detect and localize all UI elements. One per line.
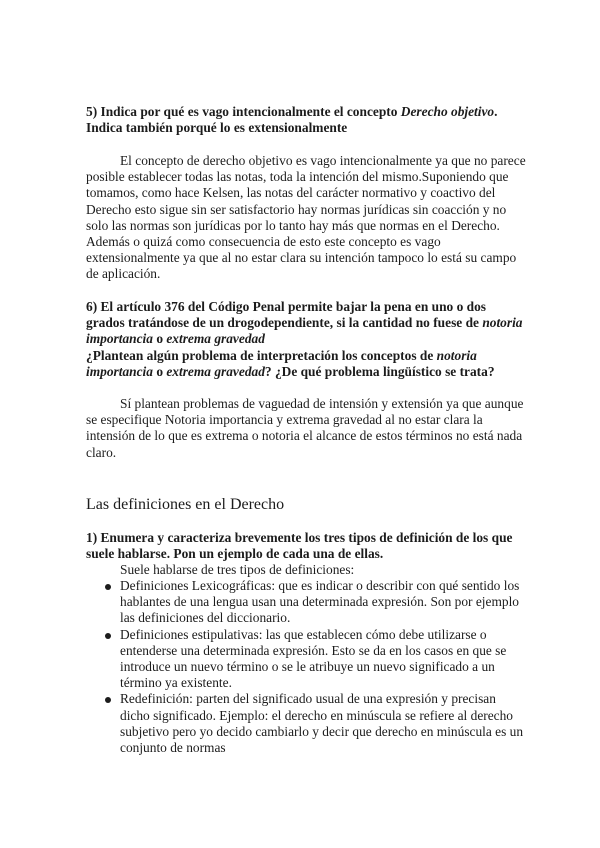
list-item: [86, 627, 526, 692]
list-item-text: Definiciones estipulativas: las que establecen cómo debe utilizarse o entenderse una determinada expresión. Esto se da en los casos en que se introduce un nuevo término o se le atribuye un nuevo significado a un término ya existente.: [120, 626, 507, 691]
question-5-text: 5) Indica por qué es vago intencionalmente el concepto: [86, 104, 401, 119]
question-6-conj-2: o: [152, 363, 167, 379]
question-6-conj: o: [152, 331, 167, 347]
answer-1-intro: Suele hablarse de tres tipos de definiciones:: [120, 562, 355, 577]
question-1: 1) Enumera y caracteriza brevemente los tres tipos de definición de los que suele hablarse. Pon un ejemplo de cada una de ellas.: [86, 530, 513, 562]
question-5: [86, 104, 526, 136]
bullet-icon: [105, 584, 111, 590]
question-6-text: 6) El artículo 376 del Código Penal permite bajar la pena en uno o dos grados tratándose de un drogodependiente, si la cantidad no fuese de: [86, 299, 486, 331]
question-5-text-end: . Indica también porqué lo es extensionalmente: [86, 104, 498, 136]
list-item: [86, 691, 526, 756]
question-6-term-4: extrema gravedad: [166, 363, 265, 379]
question-6-term-2: extrema gravedad: [166, 331, 265, 347]
list-item-text: Redefinición: parten del significado usual de una expresión y precisan dicho significado. Ejemplo: el derecho en minúscula se refiere al derecho subjetivo pero yo decido cambiarlo y decir que derecho en minúscula es un conjunto de normas: [120, 691, 524, 756]
bullet-icon: [105, 633, 111, 639]
section-title: Las definiciones en el Derecho: [86, 496, 285, 513]
question-6: [86, 299, 526, 380]
question-5-term: Derecho objetivo: [400, 104, 495, 119]
answer-5: El concepto de derecho objetivo es vago intencionalmente ya que no parece posible establecer todas las notas, toda la intención del mismo.Suponiendo que tomamos, como hace Kelsen, las notas del carácter normativo y coactivo del Derecho esto sigue sin ser satisfactorio hay normas jurídicas sin coacción y no solo las normas son jurídicas por lo tanto hay más que normas en el Derecho. Además o quizá como consecuencia de esto este concepto es vago extensionalmente ya que al no estar clara su intención tampoco lo está su campo de aplicación.: [86, 153, 526, 282]
answer-6: Sí plantean problemas de vaguedad de intensión y extensión ya que aunque se especifique Notoria importancia y extrema gravedad al no estar clara la intensión de lo que es extrema o notoria el alcance de estos términos no está nada claro.: [86, 396, 524, 460]
question-6-term-1: notoria importancia: [86, 315, 523, 347]
definition-list: [86, 578, 526, 756]
question-6-subquestion-end: ? ¿De qué problema lingüístico se trata?: [264, 363, 495, 379]
list-item: [86, 578, 526, 627]
question-6-term-3: notoria importancia: [86, 347, 477, 379]
question-6-subquestion: ¿Plantean algún problema de interpretación los conceptos de: [86, 347, 437, 363]
bullet-icon: [105, 697, 111, 703]
list-item-text: Definiciones Lexicográficas: que es indicar o describir con qué sentido los hablantes de una lengua usan una determinada expresión. Son por ejemplo las definiciones del diccionario.: [120, 578, 520, 626]
